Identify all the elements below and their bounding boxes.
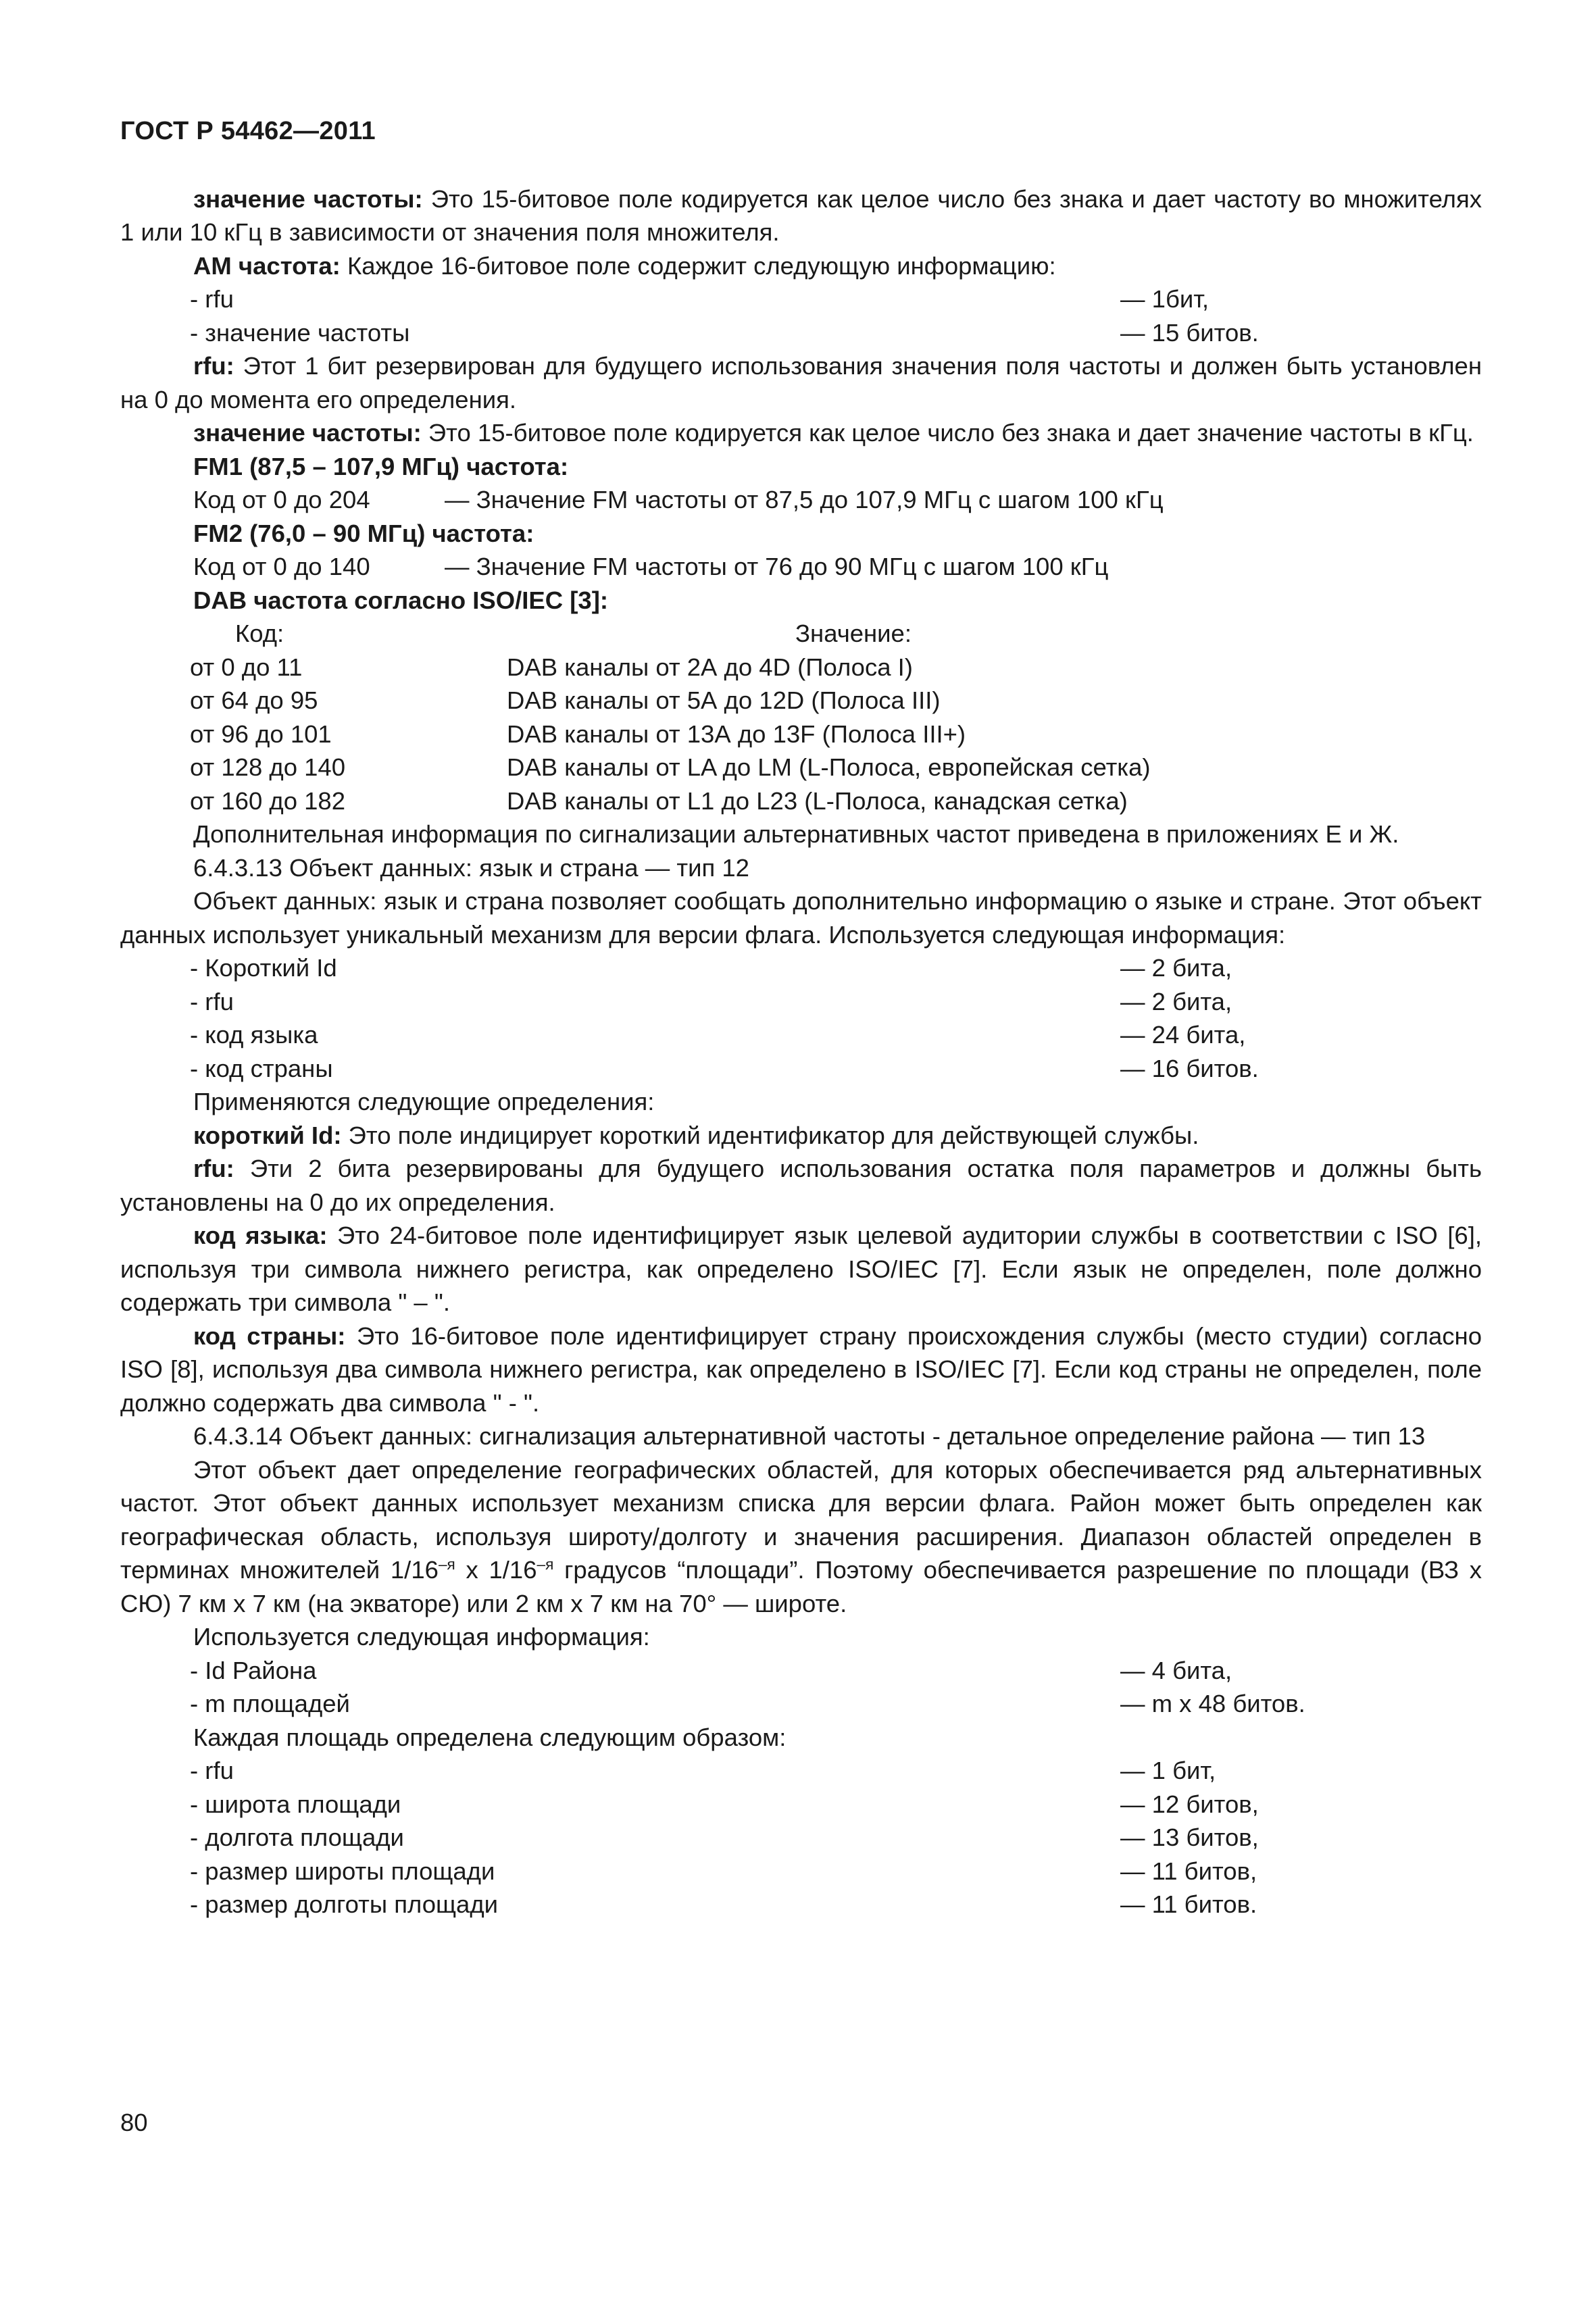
paragraph-frequency-value (120, 182, 1482, 249)
dab-value: DAB каналы от 2А до 4D (Полоса I) (507, 653, 913, 681)
text: градусов “площади”. Поэтому обеспечивается разрешение по площади (ВЗ х СЮ) 7 км х 7 км (на экваторе) или 2 км х 7 км на 70° — широте. (120, 1556, 1482, 1617)
dab-value: DAB каналы от 5А до 12D (Полоса III) (507, 686, 941, 714)
field-name: - код языка (190, 1021, 318, 1049)
field-name: - широта площади (190, 1790, 401, 1818)
field-name: - rfu (190, 1757, 234, 1784)
field-name: - код страны (190, 1054, 333, 1082)
definition-rfu (120, 1152, 1482, 1219)
paragraph-frequency-value-khz (120, 416, 1482, 450)
paragraph-info-used: Используется следующая информация: (193, 1623, 650, 1651)
field-row (120, 1754, 1482, 1788)
text: Это 15-битовое поле кодируется как целое число без знака и дает частоту во множителях 1 или 10 кГц в зависимости от значения поля множителя. (120, 184, 1482, 246)
table-row (120, 751, 1482, 784)
field-size: — 24 бита, (1120, 1021, 1246, 1049)
paragraph-area-definition: Каждая площадь определена следующим образом: (193, 1723, 787, 1751)
fm1-row (120, 483, 1482, 517)
field-size: — 11 битов. (1120, 1890, 1257, 1918)
section-heading-6-4-3-13: 6.4.3.13 Объект данных: язык и страна — тип 12 (193, 853, 749, 882)
field-name: - m площадей (190, 1690, 350, 1717)
dab-col-value: Значение: (795, 620, 912, 647)
paragraph-rfu (120, 349, 1482, 416)
paragraph-am-frequency (120, 249, 1482, 283)
area-field-list (120, 1754, 1482, 1921)
dab-table (120, 651, 1482, 818)
term: АМ частота: (193, 251, 341, 280)
paragraph-region-definition (120, 1453, 1482, 1621)
field-name: - долгота площади (190, 1823, 404, 1851)
term: значение частоты: (193, 184, 423, 213)
region-field-list (120, 1654, 1482, 1721)
text: Это 15-битовое поле кодируется как целое число без знака и дает значение частоты в кГц. (421, 419, 1474, 447)
fm2-code: Код от 0 до 140 (193, 553, 370, 580)
field-row (120, 985, 1482, 1019)
fm2-title: FM2 (76,0 – 90 МГц) частота: (193, 519, 534, 547)
fm1-title: FM1 (87,5 – 107,9 МГц) частота: (193, 452, 569, 480)
field-row (120, 1654, 1482, 1688)
text: Эти 2 бита резервированы для будущего использования остатка поля параметров и должны быть установлены на 0 до их определения. (120, 1155, 1482, 1216)
page-number: 80 (120, 2109, 148, 2136)
field-row (120, 1018, 1482, 1052)
field-name: - rfu (190, 285, 234, 313)
paragraph-language-country: Объект данных: язык и страна позволяет сообщать дополнительно информацию о языке и стране. Этот объект данных использует уникальный механизм для версии флага. Используется следующая информация: (120, 887, 1482, 949)
term: rfu: (193, 1155, 234, 1182)
field-row (120, 951, 1482, 985)
field-name: - размер широты площади (190, 1857, 495, 1885)
term: короткий Id: (193, 1121, 342, 1149)
dab-code: от 0 до 11 (190, 653, 303, 681)
fm2-row (120, 550, 1482, 584)
paragraph-definitions-intro: Применяются следующие определения: (193, 1088, 655, 1115)
dab-code: от 128 до 140 (190, 753, 346, 781)
superscript: –я (438, 1555, 455, 1573)
field-row (120, 1052, 1482, 1086)
field-size: — m х 48 битов. (1120, 1690, 1305, 1717)
term: код страны: (193, 1322, 346, 1350)
dab-title: DAB частота согласно ISO/IEC [3]: (193, 586, 609, 614)
am-field-list (120, 282, 1482, 349)
field-name: - rfu (190, 987, 234, 1015)
field-row (120, 1888, 1482, 1921)
field-size: — 1бит, (1120, 285, 1210, 313)
superscript: –я (537, 1555, 554, 1573)
text: Каждое 16-битовое поле содержит следующую информацию: (340, 251, 1056, 280)
field-size: — 12 битов, (1120, 1790, 1259, 1818)
table-row (120, 651, 1482, 684)
field-size: — 2 бита, (1120, 987, 1232, 1015)
field-size: — 4 бита, (1120, 1656, 1232, 1684)
dab-code: от 64 до 95 (190, 686, 318, 714)
section-heading-6-4-3-14: 6.4.3.14 Объект данных: сигнализация альтернативной частоты - детальное определение района — тип 13 (193, 1422, 1426, 1450)
document-page (120, 115, 1482, 1921)
field-size: — 13 битов, (1120, 1823, 1259, 1851)
field-name: - значение частоты (190, 318, 410, 347)
term: значение частоты: (193, 419, 422, 447)
dab-value: DAB каналы от L1 до L23 (L-Полоса, канадская сетка) (507, 786, 1128, 815)
field-size: — 15 битов. (1120, 318, 1259, 347)
document-header: ГОСТ Р 54462—2011 (120, 117, 376, 145)
field-size: — 2 бита, (1120, 954, 1232, 982)
lang-field-list (120, 951, 1482, 1085)
field-row (120, 282, 1482, 316)
table-row (120, 718, 1482, 751)
field-row (120, 316, 1482, 350)
field-size: — 1 бит, (1120, 1757, 1216, 1784)
field-row (120, 1687, 1482, 1721)
fm1-value: — Значение FM частоты от 87,5 до 107,9 МГц с шагом 100 кГц (445, 486, 1164, 513)
field-size: — 11 битов, (1120, 1857, 1257, 1885)
field-size: — 16 битов. (1120, 1054, 1259, 1082)
dab-value: DAB каналы от 13А до 13F (Полоса III+) (507, 720, 966, 748)
field-name: - размер долготы площади (190, 1890, 499, 1918)
paragraph-additional-info: Дополнительная информация по сигнализации альтернативных частот приведена в приложениях Е и Ж. (193, 820, 1399, 848)
text: Это поле индицирует короткий идентификатор для действующей службы. (341, 1121, 1199, 1149)
table-row (120, 784, 1482, 818)
definition-language-code (120, 1219, 1482, 1319)
field-name: - Id Района (190, 1656, 317, 1684)
term: rfu: (193, 352, 234, 380)
text: Этот объект дает определение географических областей, для которых обеспечивается ряд альтернативных частот. Этот объект данных использует механизм списка для версии флага. Район может быть определен как географическая область, используя широту/долготу и значения расширения. Диапазон областей определен в терминах множителей 1/16 (120, 1455, 1482, 1584)
definition-country-code (120, 1319, 1482, 1420)
dab-col-code: Код: (235, 620, 284, 647)
term: код языка: (193, 1222, 328, 1249)
text: Этот 1 бит резервирован для будущего использования значения поля частоты и должен быть установлен на 0 до момента его определения. (120, 352, 1482, 413)
text: Это 16-битовое поле идентифицирует страну происхождения службы (место студии) согласно ISO [8], используя два символа нижнего регистра, как определено в ISO/IEC [7]. Если код страны не определен, поле должно содержать два символа " - ". (120, 1322, 1482, 1417)
fm1-code: Код от 0 до 204 (193, 486, 370, 513)
field-row (120, 1821, 1482, 1855)
text: Это 24-битовое поле идентифицирует язык целевой аудитории службы в соответствии с ISO [6], используя три символа нижнего регистра, как определено ISO/IEC [7]. Если язык не определен, поле должно содержать три символа " – ". (120, 1222, 1482, 1316)
table-row (120, 684, 1482, 718)
definition-short-id (120, 1119, 1482, 1153)
field-row (120, 1788, 1482, 1821)
field-name: - Короткий Id (190, 954, 337, 982)
dab-code: от 160 до 182 (190, 786, 346, 815)
field-row (120, 1855, 1482, 1888)
dab-table-header (120, 617, 1482, 651)
dab-code: от 96 до 101 (190, 720, 332, 748)
text: х 1/16 (455, 1556, 537, 1584)
dab-value: DAB каналы от LA до LM (L-Полоса, европейская сетка) (507, 753, 1151, 781)
fm2-value: — Значение FM частоты от 76 до 90 МГц с шагом 100 кГц (445, 553, 1109, 580)
